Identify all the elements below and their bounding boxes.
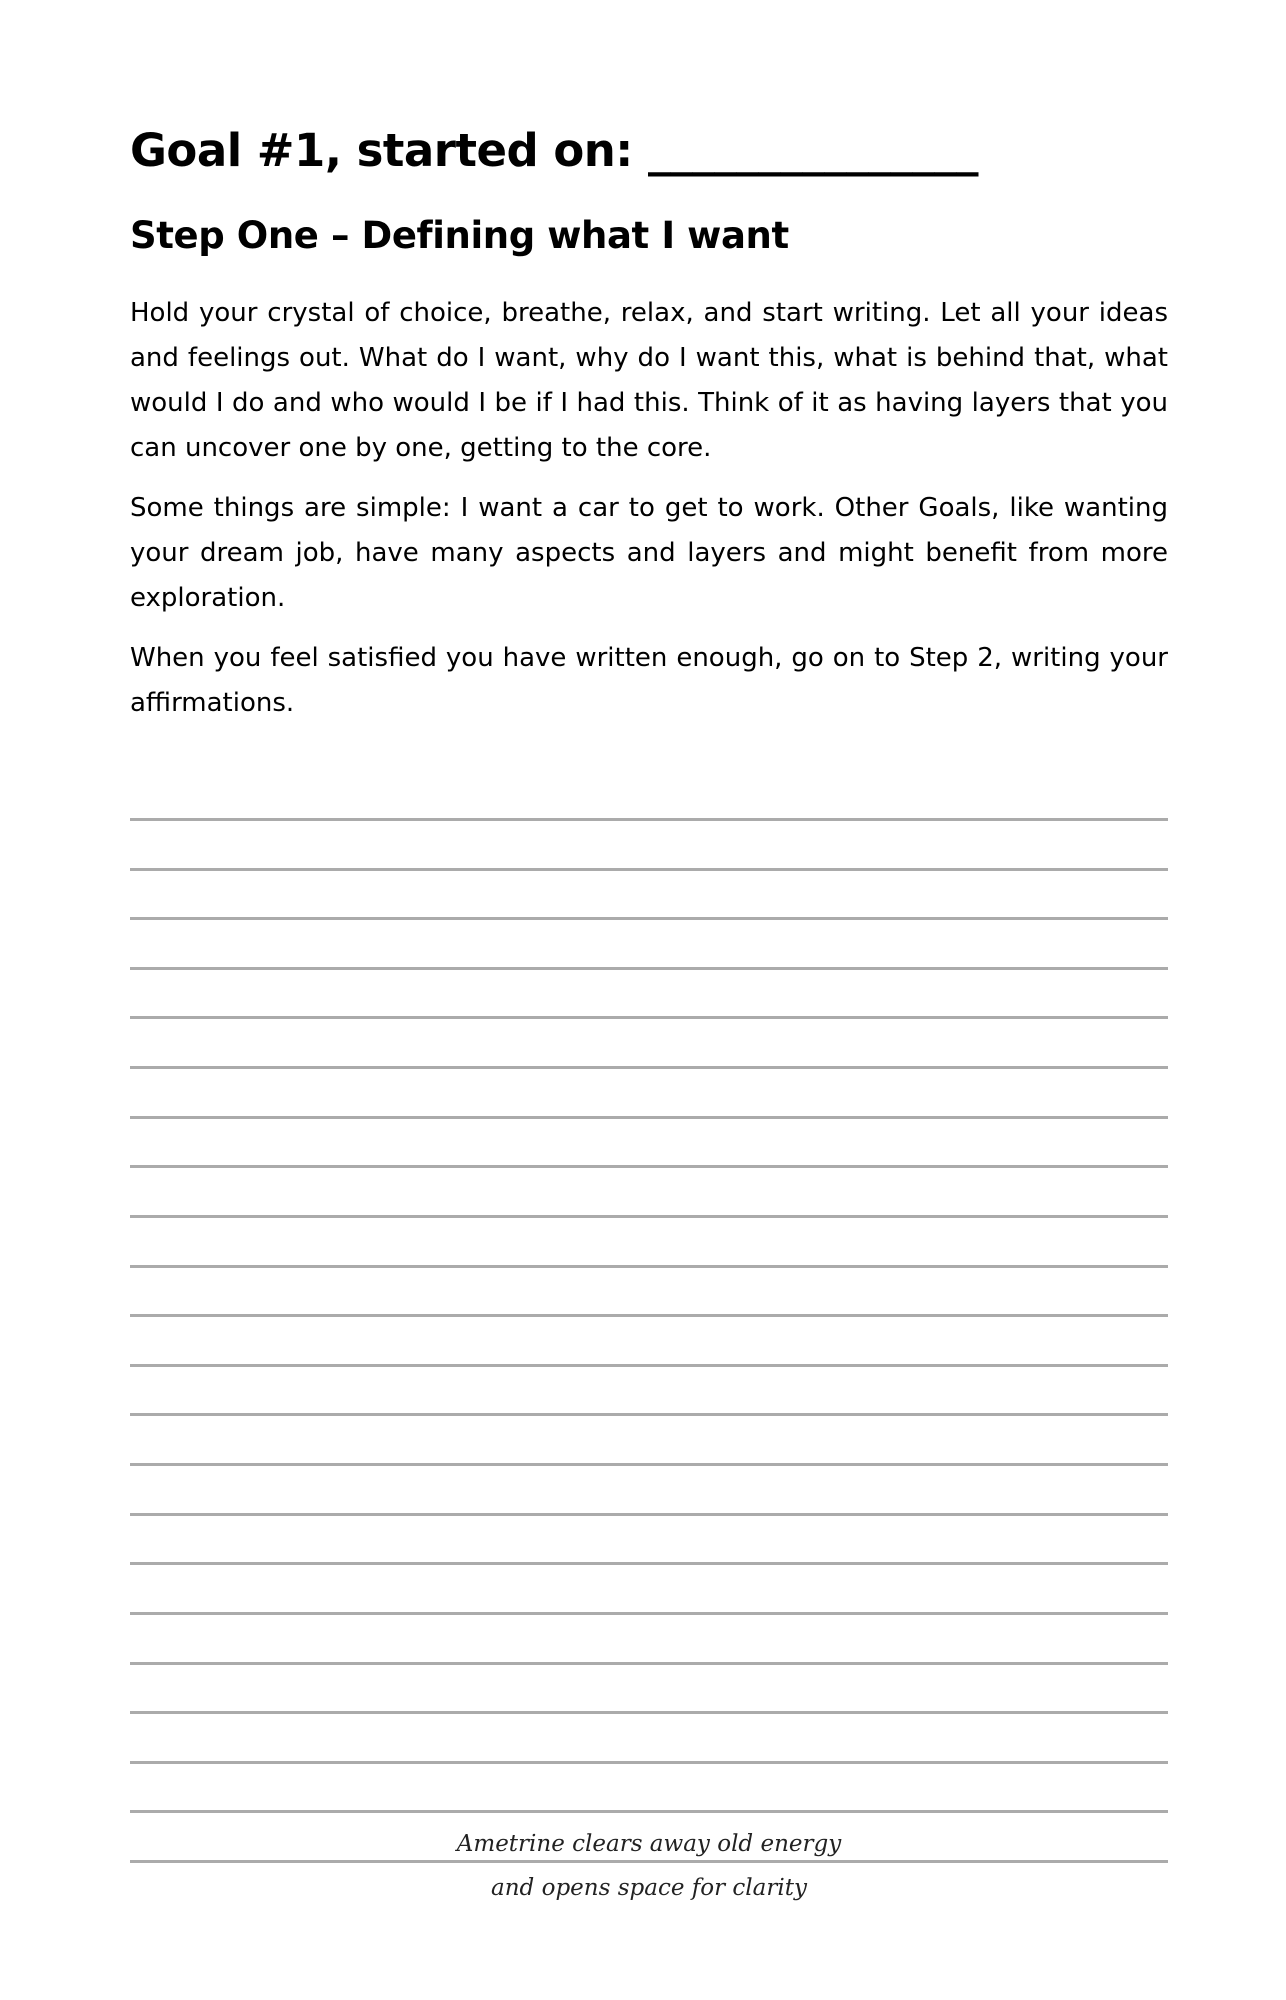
instruction-paragraph: Some things are simple: I want a car to get to work. Other Goals, like wanting your dream job, have many aspects and layers and might benefit from more exploration. xyxy=(130,493,1168,613)
instruction-paragraph: Hold your crystal of choice, breathe, relax, and start writing. Let all your ideas and feelings out. What do I want, why do I want this, what is behind that, what would I do and who would I be if I had this. Think of it as having layers that you can uncover one by one, getting to the core. xyxy=(130,298,1168,463)
instruction-paragraph: When you feel satisfied you have written enough, go on to Step 2, writing your affirmations. xyxy=(130,643,1168,718)
instructions xyxy=(130,291,1168,741)
journal-page xyxy=(130,0,1168,2000)
writing-area[interactable] xyxy=(130,790,1168,1860)
page-title: Goal #1, started on: _______________ xyxy=(130,124,978,177)
footer-quote xyxy=(130,1822,1168,1910)
step-heading: Step One – Defining what I want xyxy=(130,214,789,257)
footer-quote-line: Ametrine clears away old energy xyxy=(456,1831,842,1857)
footer-quote-line: and opens space for clarity xyxy=(491,1875,807,1901)
